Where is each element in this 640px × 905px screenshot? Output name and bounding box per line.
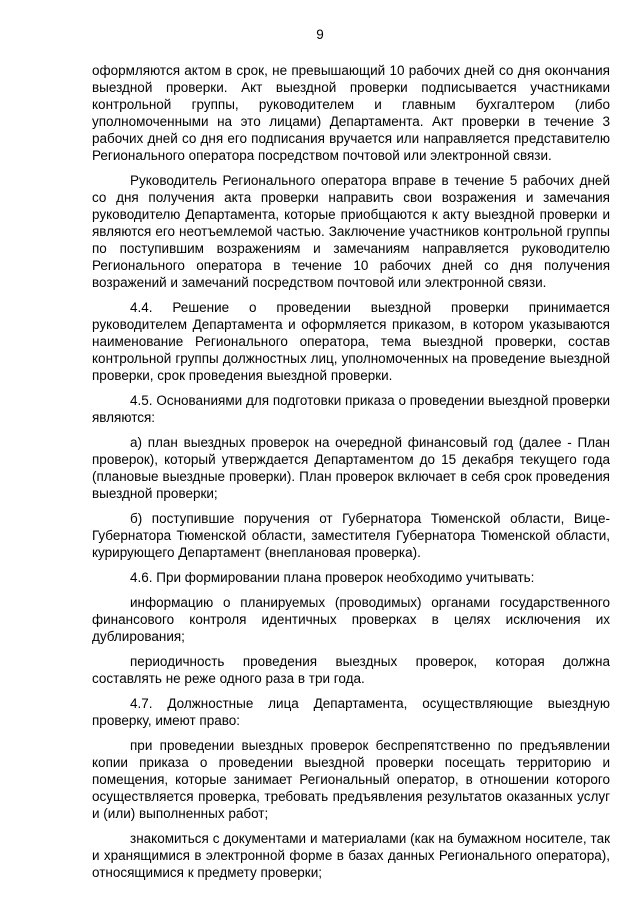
paragraph-4-5: 4.5. Основаниями для подготовки приказа о проведении выездной проверки являются: <box>92 393 610 425</box>
page-number: 9 <box>316 27 324 42</box>
paragraph-4-7: 4.7. Должностные лица Департамента, осуществляющие выездную проверку, имеют право: <box>92 696 610 728</box>
paragraph-continuation: оформляются актом в срок, не превышающий 10 рабочих дней со дня окончания выездной проверки. Акт выездной проверки подписывается участниками контрольной группы, руководителем и главным бухгалтером (либо уполномоченными на это лицами) Департамента. Акт проверки в течение 3 рабочих дней со дня его подписания вручается или направляется представителю Регионального оператора посредством почтовой или электронной связи. <box>92 63 610 163</box>
paragraph-objections: Руководитель Регионального оператора вправе в течение 5 рабочих дней со дня получения акта проверки направить свои возражения и замечания руководителю Департамента, которые приобщаются к акту выездной проверки и являются его неотъемлемой частью. Заключение участников контрольной группы по поступившим возражениям и замечаниям направляется руководителю Регионального оператора в течение 10 рабочих дней со дня получения возражений и замечаний посредством почтовой или электронной связи. <box>92 173 610 290</box>
paragraph-4-4: 4.4. Решение о проведении выездной проверки принимается руководителем Департамента и оформляется приказом, в котором указываются наименование Регионального оператора, тема выездной проверки, состав контрольной группы должностных лиц, уполномоченных на проведение выездной проверки, срок проведения выездной проверки. <box>92 300 610 383</box>
paragraph-4-6-item-1: информацию о планируемых (проводимых) органами государственного финансового контроля идентичных проверках в целях исключения их дублирования; <box>92 595 610 644</box>
paragraph-4-7-item-1: при проведении выездных проверок беспрепятственно по предъявлении копии приказа о проведении выездной проверки посещать территорию и помещения, которые занимает Региональный оператор, в отношении которого осуществляется проверка, требовать предъявления результатов оказанных услуг и (или) выполненных работ; <box>92 738 610 821</box>
paragraph-4-5-a: а) план выездных проверок на очередной финансовый год (далее - План проверок), который утверждается Департаментом до 15 декабря текущего года (плановые выездные проверки). План проверок включает в себя срок проведения выездной проверки; <box>92 435 610 501</box>
paragraph-4-6: 4.6. При формировании плана проверок необходимо учитывать: <box>130 570 535 585</box>
paragraph-4-7-item-2: знакомиться с документами и материалами (как на бумажном носителе, так и хранящимися в электронной форме в базах данных Регионального оператора), относящимися к предмету проверки; <box>92 831 610 880</box>
paragraph-4-6-item-2: периодичность проведения выездных проверок, которая должна составлять не реже одного раза в три года. <box>92 654 610 686</box>
paragraph-4-5-b: б) поступившие поручения от Губернатора Тюменской области, Вице-Губернатора Тюменской области, заместителя Губернатора Тюменской области, курирующего Департамент (внеплановая проверка). <box>92 511 610 560</box>
document-body <box>92 62 610 889</box>
